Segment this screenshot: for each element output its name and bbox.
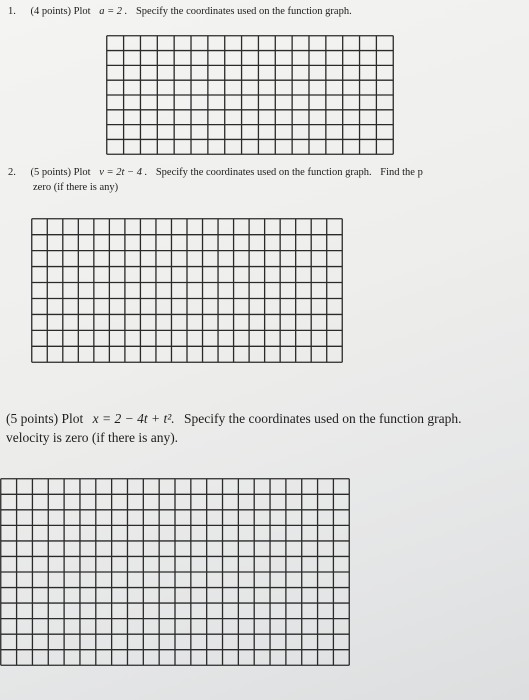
problem-1-equation: a = 2 . (99, 6, 128, 17)
problem-2-statement (8, 167, 423, 178)
problem-3-statement-line-2: velocity is zero (if there is any). (6, 430, 179, 445)
grid-svg (106, 35, 394, 155)
problem-3-instruction: Specify the coordinates used on the function graph. (184, 411, 462, 426)
problem-3-points: (5 points) Plot (6, 411, 84, 426)
problem-1-graph-grid (106, 35, 394, 155)
problem-2-graph-grid (31, 218, 343, 363)
problem-2-instruction-tail: Find the p (380, 167, 423, 178)
problem-1-instruction: Specify the coordinates used on the function graph. (135, 6, 352, 17)
problem-3-graph-grid (0, 478, 350, 666)
problem-2-equation: v = 2t − 4 . (99, 167, 148, 178)
problem-2-instruction: Specify the coordinates used on the function graph. (155, 167, 372, 178)
problem-3-equation: x = 2 − 4t + t². (92, 411, 175, 426)
problem-3-statement (6, 411, 461, 427)
grid-svg (0, 478, 350, 666)
problem-1-points: (4 points) Plot (30, 6, 91, 17)
problem-2-number: 2. (8, 167, 16, 178)
problem-1-statement (8, 6, 352, 17)
problem-2-statement-line-2: zero (if there is any) (33, 182, 119, 193)
problem-2-points: (5 points) Plot (30, 167, 91, 178)
problem-1-number: 1. (8, 6, 16, 17)
grid-svg (31, 218, 343, 363)
